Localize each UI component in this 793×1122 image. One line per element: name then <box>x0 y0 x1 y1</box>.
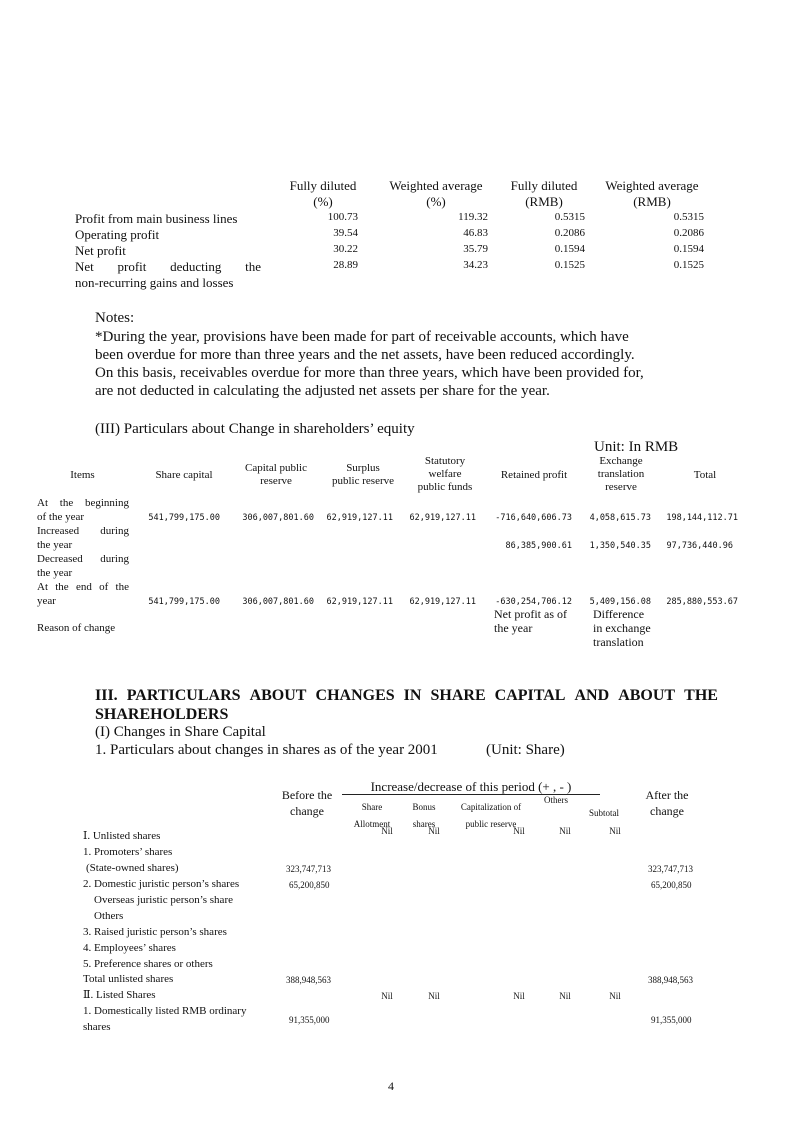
share-value-before: 91,355,000 <box>289 1015 330 1025</box>
nil-cell: Nil <box>513 991 525 1001</box>
share-value-before: 323,747,713 <box>286 864 331 874</box>
share-row-label: 4. Employees’ shares <box>83 942 176 954</box>
equity-header-exchange-translation: Exchange translation reserve <box>597 455 645 493</box>
equity-header-retained-profit: Retained profit <box>500 469 568 481</box>
equity-cell: 306,007,801.60 <box>242 513 314 523</box>
eps-header-weighted-avg-rmb: Weighted average (RMB) <box>605 178 699 209</box>
nil-cell: Nil <box>559 991 571 1001</box>
share-value-after: 91,355,000 <box>651 1015 692 1025</box>
share-value-before: 65,200,850 <box>289 880 330 890</box>
share-value-after: 388,948,563 <box>648 975 693 985</box>
eps-header-fully-diluted-pct: Fully diluted (%) <box>289 178 357 209</box>
notes-line: been overdue for more than three years and the net assets, have been reduced accordingly. <box>95 347 635 363</box>
nil-cell: Nil <box>428 991 440 1001</box>
equity-row-label: Increased during <box>37 525 129 537</box>
eps-cell: 0.5315 <box>554 211 585 223</box>
share-value-after: 65,200,850 <box>651 880 692 890</box>
equity-unit: Unit: In RMB <box>594 439 679 455</box>
share-row-label: Ⅰ. Unlisted shares <box>83 830 161 842</box>
equity-cell: 62,919,127.11 <box>409 513 476 523</box>
share-row-label: Others <box>94 910 124 922</box>
equity-row-label: Decreased during <box>37 553 129 565</box>
share-header-capitalization: Capitalization of public reserve <box>460 802 522 829</box>
equity-header-statutory-welfare: Statutory welfare public funds <box>417 455 473 493</box>
equity-row-label: At the beginning <box>37 497 129 509</box>
eps-cell: 0.5315 <box>673 211 704 223</box>
nil-cell: Nil <box>513 826 525 836</box>
eps-cell: 35.79 <box>463 243 488 255</box>
nil-cell: Nil <box>428 826 440 836</box>
equity-cell: 62,919,127.11 <box>326 597 393 607</box>
eps-row-label: Operating profit <box>75 227 160 242</box>
equity-header-items: Items <box>70 469 95 481</box>
share-row-label: Ⅱ. Listed Shares <box>83 989 156 1001</box>
share-header-allotment: Share Allotment <box>353 802 391 829</box>
notes-title: Notes: <box>95 310 135 326</box>
equity-cell: -630,254,706.12 <box>495 597 572 607</box>
share-header-others: Others <box>544 795 568 805</box>
share-header-after: After the change <box>645 788 689 818</box>
share-row-label: (State-owned shares) <box>86 862 179 874</box>
nil-cell: Nil <box>381 826 393 836</box>
eps-cell: 0.2086 <box>673 227 704 239</box>
eps-cell: 46.83 <box>463 227 488 239</box>
notes-line: are not deducted in calculating the adjusted net assets per share for the year. <box>95 383 550 399</box>
eps-cell: 28.89 <box>333 259 358 271</box>
page-number: 4 <box>388 1079 394 1093</box>
equity-header-total: Total <box>693 469 717 481</box>
equity-cell: 541,799,175.00 <box>148 597 220 607</box>
share-value-after: 323,747,713 <box>648 864 693 874</box>
share-header-subtotal: Subtotal <box>588 808 619 818</box>
equity-header-share-capital: Share capital <box>155 469 213 481</box>
share-row-label: 3. Raised juristic person’s shares <box>83 926 227 938</box>
share-row-label: 1. Promoters’ shares <box>83 846 173 858</box>
eps-cell: 0.1525 <box>673 259 704 271</box>
equity-header-surplus-public-reserve: Surplus public reserve <box>332 462 394 487</box>
section-subtitle: (I) Changes in Share Capital <box>95 724 266 740</box>
eps-cell: 0.1594 <box>673 243 704 255</box>
equity-row-label: At the end of the <box>37 581 129 593</box>
eps-cell: 119.32 <box>458 211 488 223</box>
equity-row-label-line2: year <box>37 595 56 607</box>
equity-cell: 4,058,615.73 <box>589 513 651 523</box>
equity-reason-exchange: Difference in exchange translation <box>593 607 651 649</box>
eps-cell: 34.23 <box>463 259 488 271</box>
equity-cell: 5,409,156.08 <box>589 597 651 607</box>
equity-row-label-line2: the year <box>37 539 73 551</box>
equity-cell: 198,144,112.71 <box>666 513 738 523</box>
equity-heading: (III) Particulars about Change in shareholders’ equity <box>95 421 415 437</box>
equity-cell: -716,640,606.73 <box>495 513 572 523</box>
eps-cell: 0.1525 <box>554 259 585 271</box>
share-row-label: 2. Domestic juristic person’s shares <box>83 878 240 890</box>
equity-cell: 62,919,127.11 <box>326 513 393 523</box>
equity-reason-label: Reason of change <box>37 622 116 634</box>
equity-cell: 97,736,440.96 <box>666 541 733 551</box>
section-subtitle-unit: (Unit: Share) <box>486 742 565 758</box>
eps-row-label-line2: non-recurring gains and losses <box>75 275 234 290</box>
section-subtitle-2: 1. Particulars about changes in shares as of the year 2001 <box>95 742 438 758</box>
equity-row-label-line2: of the year <box>37 511 85 523</box>
notes-line: On this basis, receivables overdue for more than three years, which have been provided for, <box>95 365 644 381</box>
share-value-before: 388,948,563 <box>286 975 331 985</box>
share-row-label: 5. Preference shares or others <box>83 958 213 970</box>
equity-reason-retained: Net profit as of the year <box>494 607 567 635</box>
share-row-label: Overseas juristic person’s share <box>94 894 233 906</box>
nil-cell: Nil <box>609 991 621 1001</box>
section-title: III. PARTICULARS ABOUT CHANGES IN SHARE CAPITAL AND ABOUT THE <box>95 687 718 704</box>
notes-line: *During the year, provisions have been made for part of receivable accounts, which have <box>95 329 629 345</box>
eps-header-weighted-avg-pct: Weighted average (%) <box>389 178 483 209</box>
equity-cell: 306,007,801.60 <box>242 597 314 607</box>
equity-row-label-line2: the year <box>37 567 73 579</box>
eps-cell: 100.73 <box>327 211 358 223</box>
nil-cell: Nil <box>381 991 393 1001</box>
equity-header-capital-public-reserve: Capital public reserve <box>244 462 307 487</box>
nil-cell: Nil <box>609 826 621 836</box>
eps-cell: 0.2086 <box>554 227 585 239</box>
share-row-label: shares <box>83 1021 111 1033</box>
equity-cell: 1,350,540.35 <box>589 541 651 551</box>
eps-row-label: Profit from main business lines <box>75 211 238 226</box>
eps-row-label-justified: Net profit deducting the <box>75 259 261 274</box>
equity-cell: 541,799,175.00 <box>148 513 220 523</box>
equity-cell: 86,385,900.61 <box>505 541 572 551</box>
equity-cell: 285,880,553.67 <box>666 597 738 607</box>
share-row-label: Total unlisted shares <box>83 973 174 985</box>
share-row-label: 1. Domestically listed RMB ordinary <box>83 1005 247 1017</box>
share-header-bonus: Bonus shares <box>412 802 436 829</box>
eps-cell: 39.54 <box>333 227 358 239</box>
nil-cell: Nil <box>559 826 571 836</box>
equity-cell: 62,919,127.11 <box>409 597 476 607</box>
eps-cell: 0.1594 <box>554 243 585 255</box>
share-header-before: Before the change <box>281 788 333 818</box>
eps-cell: 30.22 <box>333 243 358 255</box>
section-title-line2: SHAREHOLDERS <box>95 706 229 723</box>
eps-header-fully-diluted-rmb: Fully diluted (RMB) <box>510 178 578 209</box>
share-header-group: Increase/decrease of this period (+ , - ) <box>370 779 572 794</box>
eps-row-label: Net profit <box>75 243 126 258</box>
